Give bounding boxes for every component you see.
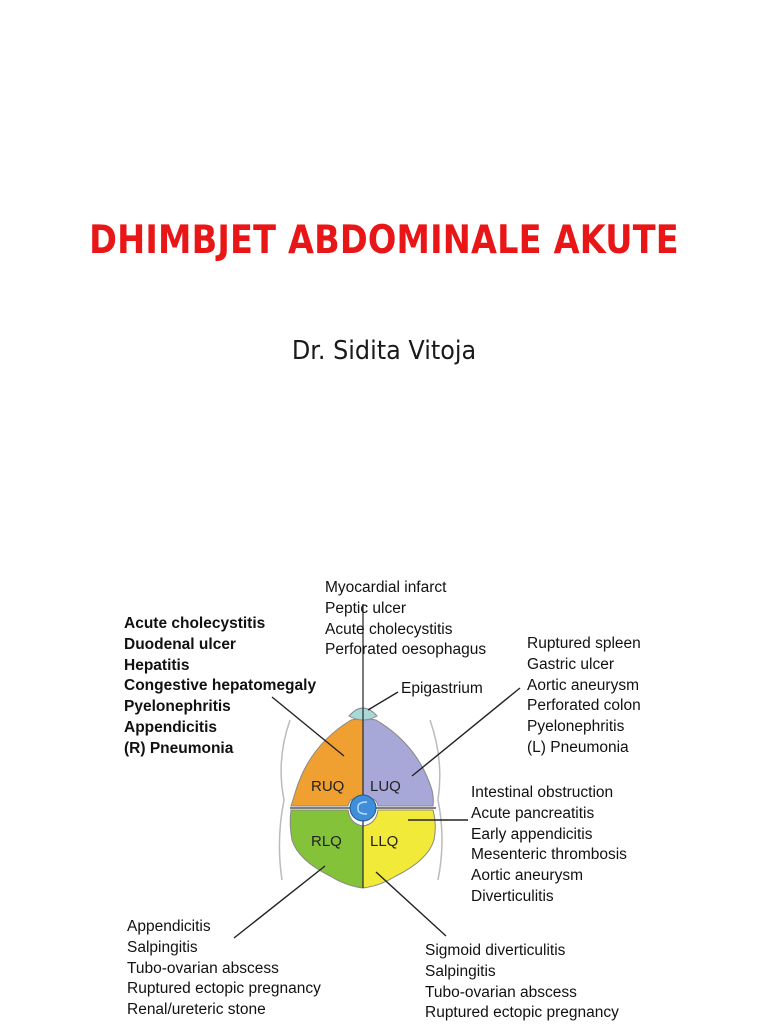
pointer-luq xyxy=(412,688,520,776)
cause-item: Appendicitis xyxy=(124,718,218,736)
llq-causes xyxy=(425,941,619,1024)
rlq-label: RLQ xyxy=(311,833,342,850)
cause-item: Congestive hepatomegaly xyxy=(124,677,317,695)
cause-item: Ruptured spleen xyxy=(527,635,641,652)
cause-item: Diverticulitis xyxy=(471,887,554,905)
pointer-epigastrium xyxy=(368,692,398,710)
cause-item: Pyelonephritis xyxy=(527,718,625,736)
top-center-causes xyxy=(325,578,486,661)
cause-item: Salpingitis xyxy=(425,962,496,980)
epigastrium-text: Epigastrium xyxy=(401,680,483,697)
cause-item: Hepatitis xyxy=(124,656,190,674)
llq-label: LLQ xyxy=(370,833,399,850)
cause-item: Duodenal ulcer xyxy=(124,635,236,653)
cause-item: Salpingitis xyxy=(127,938,198,956)
ruq-causes xyxy=(124,614,316,760)
cause-item: Ruptured ectopic pregnancy xyxy=(127,980,321,998)
cause-item: Appendicitis xyxy=(127,918,211,935)
cause-item: Tubo-ovarian abscess xyxy=(425,983,577,1001)
rlq-causes xyxy=(127,917,321,1021)
cause-item: Acute cholecystitis xyxy=(124,615,266,632)
cause-item: Early appendicitis xyxy=(471,825,593,843)
slide-title: DHIMBJET ABDOMINALE AKUTE xyxy=(89,218,679,263)
cause-item: Perforated colon xyxy=(527,697,641,715)
cause-item: Perforated oesophagus xyxy=(325,641,487,659)
cause-item: Ruptured ectopic pregnancy xyxy=(425,1004,619,1022)
luq-label: LUQ xyxy=(370,778,401,795)
cause-item: Aortic aneurysm xyxy=(527,676,639,694)
slide-subtitle: Dr. Sidita Vitoja xyxy=(291,336,477,366)
cause-item: Mesenteric thrombosis xyxy=(471,846,627,864)
cause-item: (L) Pneumonia xyxy=(527,738,629,756)
pointer-llq xyxy=(376,872,446,936)
cause-item: (R) Pneumonia xyxy=(124,739,234,757)
cause-item: Renal/ureteric stone xyxy=(127,1001,266,1019)
central-causes xyxy=(471,783,627,908)
cause-item: Acute cholecystitis xyxy=(325,620,453,638)
cause-item: Intestinal obstruction xyxy=(471,784,614,801)
luq-causes xyxy=(527,634,641,759)
cause-item: Aortic aneurysm xyxy=(471,867,583,885)
cause-item: Pyelonephritis xyxy=(124,698,231,716)
cause-item: Sigmoid diverticulitis xyxy=(425,942,566,959)
ruq-label: RUQ xyxy=(311,778,345,795)
umbilical-region xyxy=(350,795,376,821)
cause-item: Myocardial infarct xyxy=(325,579,447,596)
epigastrium-label xyxy=(401,679,483,700)
cause-item: Tubo-ovarian abscess xyxy=(127,959,279,977)
cause-item: Peptic ulcer xyxy=(325,599,406,617)
cause-item: Gastric ulcer xyxy=(527,655,614,673)
cause-item: Acute pancreatitis xyxy=(471,804,595,822)
